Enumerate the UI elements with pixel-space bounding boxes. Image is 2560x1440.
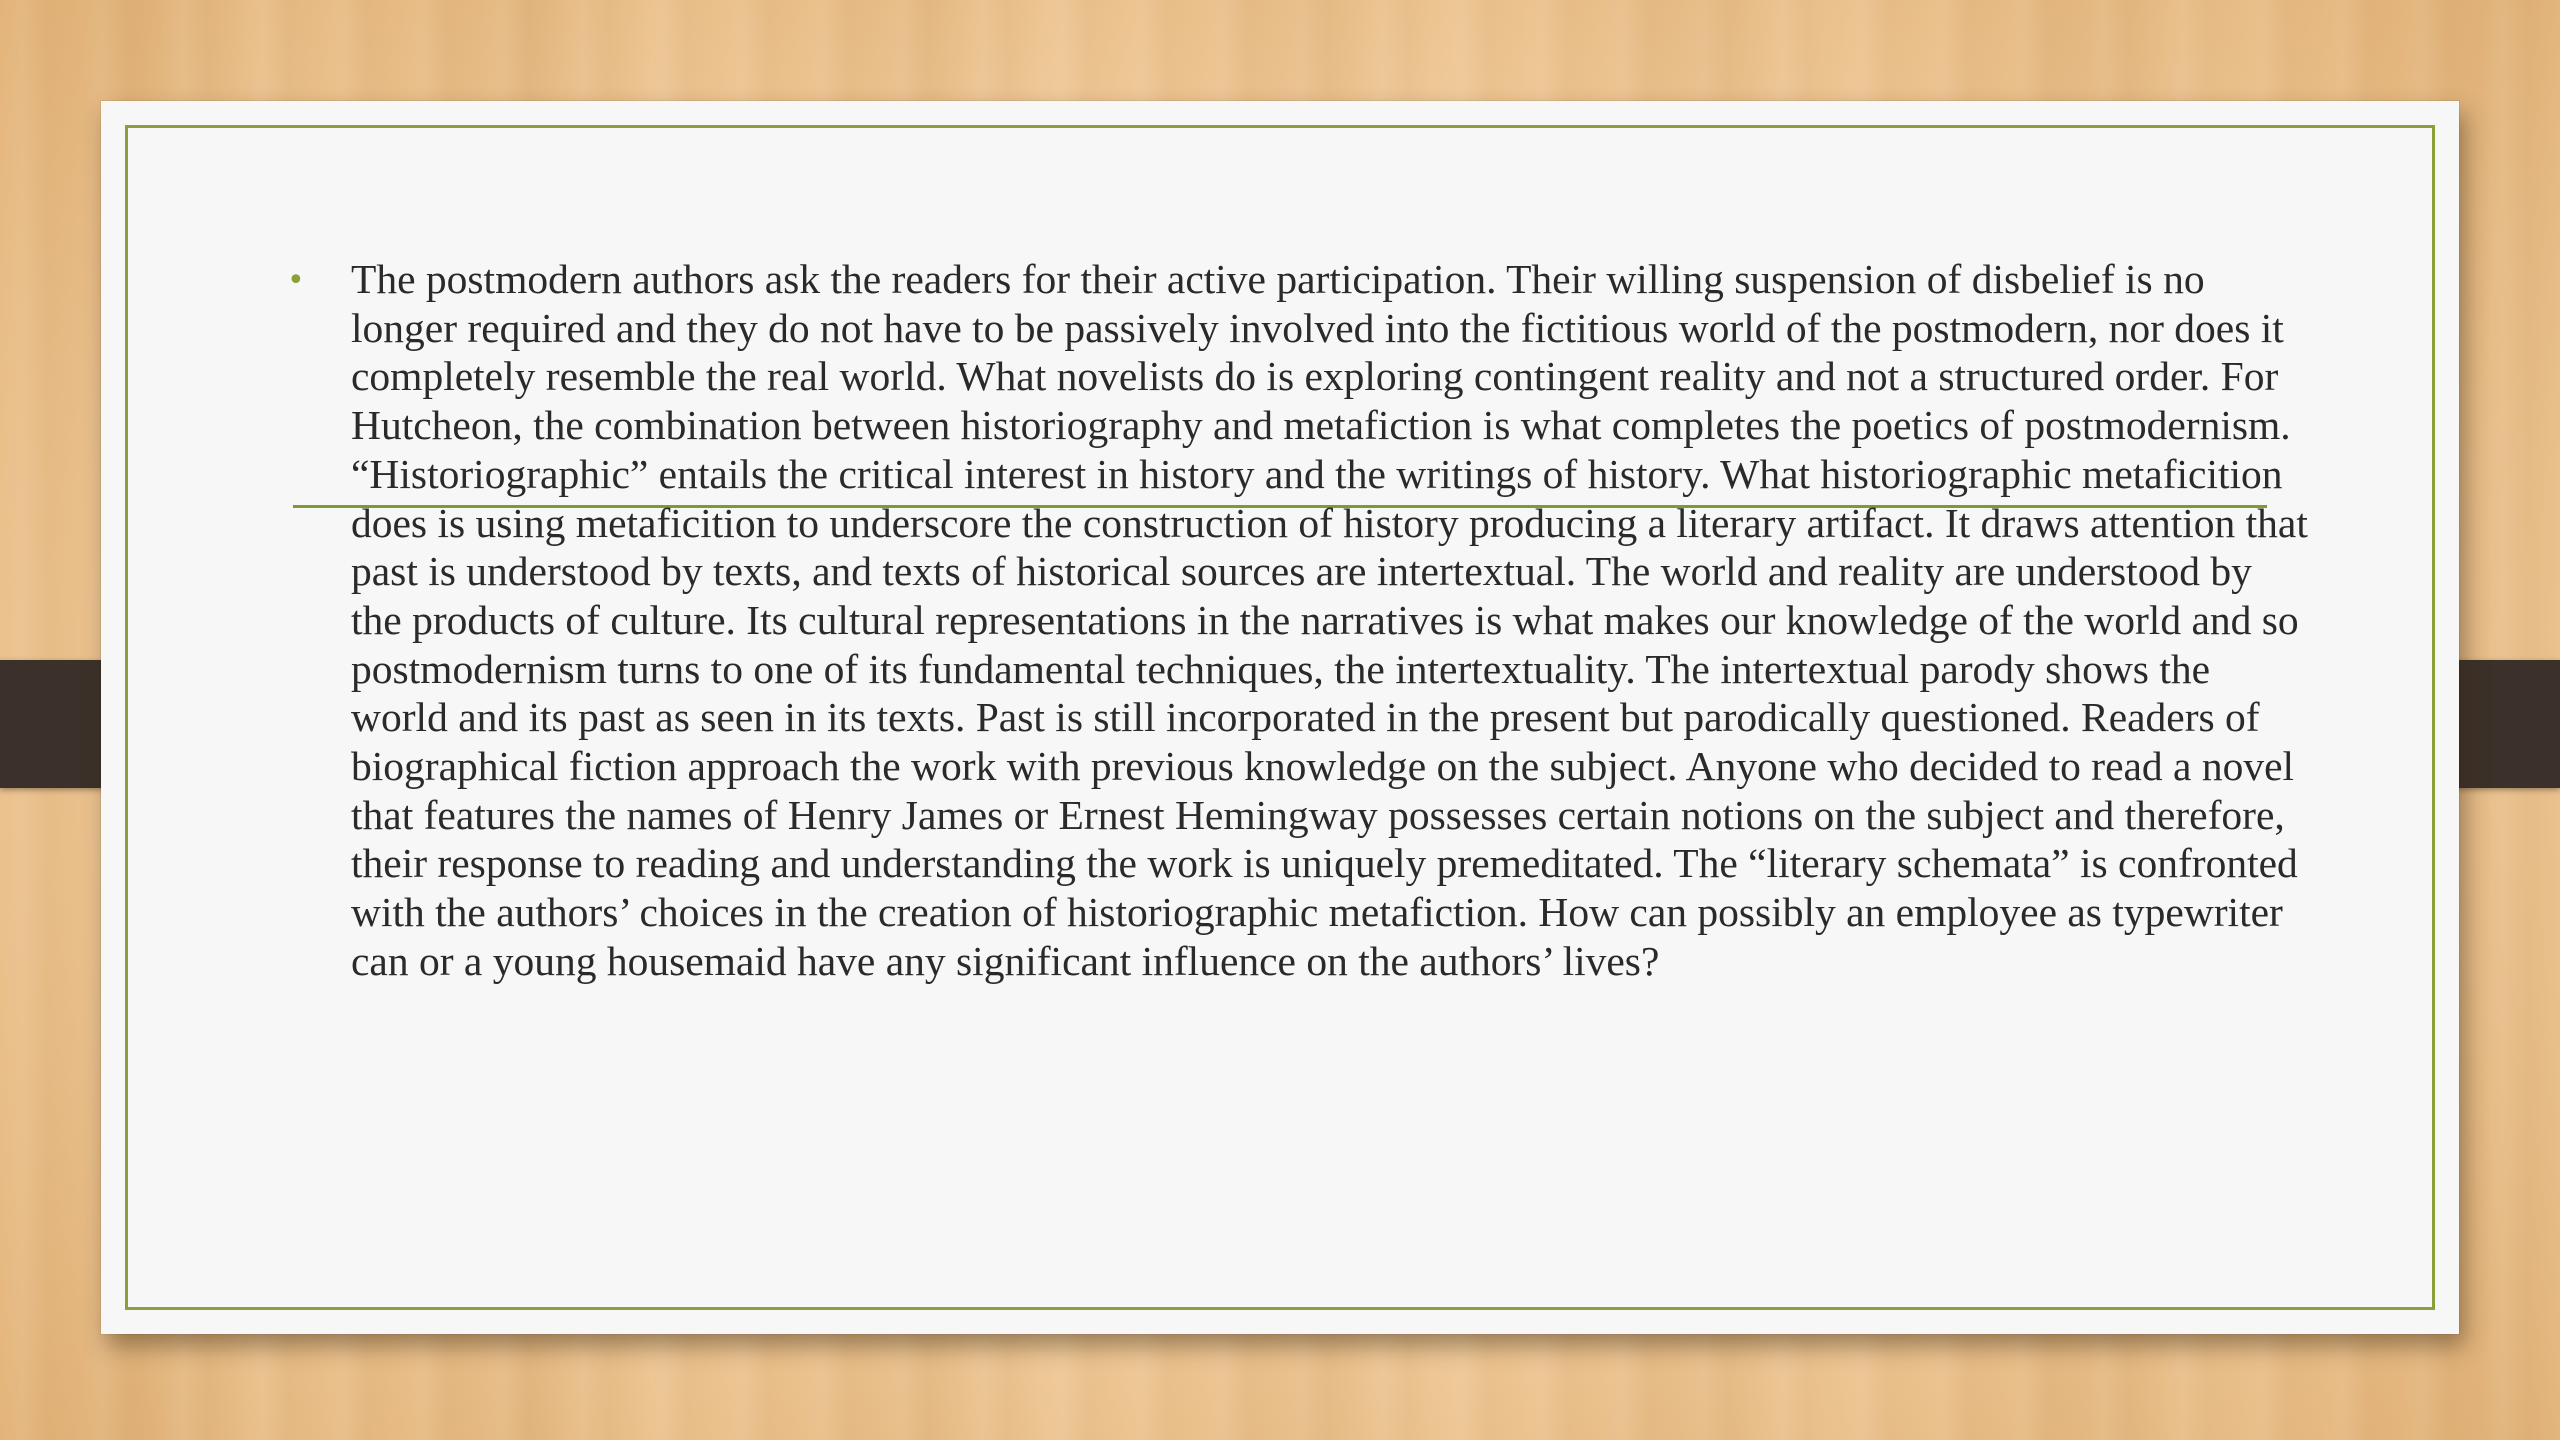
slide-card xyxy=(101,101,2459,1334)
bullet-point-icon: • xyxy=(287,263,305,298)
body-paragraph: The postmodern authors ask the readers for their active participation. Their willing suspension of disbelief is no longer required and they do not have to be passively involved into the fictitious world of the postmodern, nor does it completely resemble the real world. What novelists do is exploring contingent reality and not a structured order. For Hutcheon, the combination between historiography and metafiction is what completes the poetics of postmodernism. “Historiographic” entails the critical interest in history and the writings of history. What historiographic metaficition does is using metaficition to underscore the construction of history producing a literary artifact. It draws attention that past is understood by texts, and texts of historical sources are intertextual. The world and reality are understood by the products of culture. Its cultural representations in the narratives is what makes our knowledge of the world and so postmodernism turns to one of its fundamental techniques, the intertextuality. The intertextual parody shows the world and its past as seen in its texts. Past is still incorporated in the present but parodically questioned. Readers of biographical fiction approach the work with previous knowledge on the subject. Anyone who decided to read a novel that features the names of Henry James or Ernest Hemingway possesses certain notions on the subject and therefore, their response to reading and understanding the work is uniquely premeditated. The “literary schemata” is confronted with the authors’ choices in the creation of historiographic metafiction. How can possibly an employee as typewriter can or a young housemaid have any significant influence on the authors’ lives? xyxy=(351,256,2308,984)
